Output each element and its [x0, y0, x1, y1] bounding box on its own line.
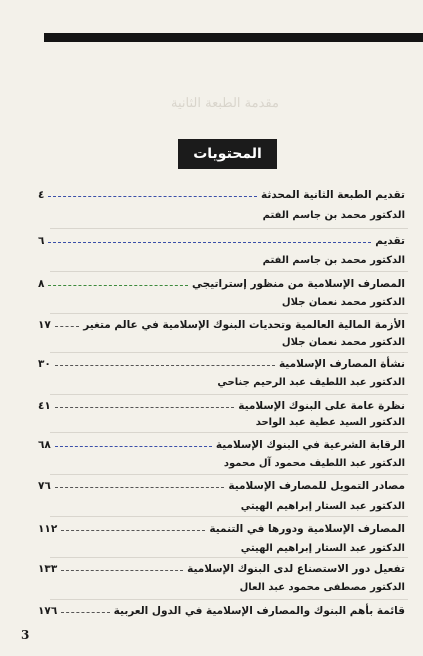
show-through-heading: مقدمة الطبعة الثانية [171, 96, 279, 111]
toc-leader [61, 530, 205, 531]
separator [50, 394, 408, 395]
separator [50, 352, 408, 353]
toc-entry-author: الدكتور عبد اللطيف عبد الرحيم جناحي [217, 376, 405, 388]
toc-entry-author: الدكتور عبد اللطيف محمود آل محمود [223, 457, 405, 469]
toc-entry-text: المصارف الإسلامية من منظور إستراتيجي [192, 278, 405, 290]
toc-page-number: ٨ [38, 278, 45, 290]
toc-entry-title [38, 477, 405, 495]
toc-leader [55, 446, 212, 447]
toc-entry-text: تقديم [375, 235, 405, 247]
toc-entry-text: مصادر التمويل للمصارف الإسلامية [228, 480, 405, 492]
separator [50, 271, 408, 272]
page-title-text: المحتويات [193, 146, 262, 162]
toc-entry-text: تقديم الطبعة الثانية المحدثة [261, 189, 405, 201]
toc-entry-title [38, 397, 405, 415]
toc-entry-author: الدكتور عبد الستار إبراهيم الهيتي [240, 500, 405, 512]
separator [50, 599, 408, 600]
page-number: 3 [21, 628, 30, 642]
toc-page-number: ١٧٦ [38, 605, 58, 617]
toc-entry-text: الأزمة المالية العالمية وتحديات البنوك الإسلامية في عالم متغير [83, 319, 405, 331]
separator [50, 557, 408, 558]
toc-entry-text: نشأة المصارف الإسلامية [278, 358, 405, 370]
toc-entry-title [38, 560, 405, 578]
toc-entry-text: نظرة عامة على البنوك الإسلامية [238, 400, 405, 412]
toc-page-number: ٤ [38, 189, 45, 201]
toc-entry-author: الدكتور محمد بن جاسم الفتم [262, 254, 405, 266]
toc-entry-title [38, 316, 405, 334]
toc-page-number: ٤١ [38, 400, 51, 412]
toc-entry-text: قائمة بأهم البنوك والمصارف الإسلامية في الدول العربية [113, 605, 405, 617]
toc-entry-author: الدكتور السيد عطية عبد الواحد [255, 416, 405, 428]
separator [50, 432, 408, 433]
toc-leader [55, 487, 225, 488]
toc-entry-title [38, 186, 405, 204]
toc-page-number: ٦٨ [38, 439, 51, 451]
toc-leader [55, 365, 275, 366]
toc-page-number: ١٣٣ [38, 563, 58, 575]
toc-entry-title [38, 355, 405, 373]
toc-entry-author: الدكتور محمد بن جاسم الفتم [262, 209, 405, 221]
toc-entry-title [38, 520, 405, 538]
toc-entry-author: الدكتور محمد نعمان جلال [281, 336, 405, 348]
separator [50, 228, 408, 229]
toc-page-number: ١١٢ [38, 523, 58, 535]
separator [50, 516, 408, 517]
toc-entry-text: الرقابة الشرعية في البنوك الإسلامية [215, 439, 405, 451]
separator [50, 474, 408, 475]
toc-entry-title [38, 275, 405, 293]
separator [50, 313, 408, 314]
toc-leader [61, 612, 109, 613]
toc-page-number: ٦ [38, 235, 45, 247]
toc-entry-title [38, 602, 405, 620]
toc-entry-author: الدكتور مصطفى محمود عبد العال [239, 581, 405, 593]
toc-leader [48, 242, 371, 243]
toc-page-number: ٧٦ [38, 480, 51, 492]
toc-page-number: ٣٠ [38, 358, 51, 370]
toc-leader [55, 407, 234, 408]
toc-entry-author: الدكتور محمد نعمان جلال [281, 296, 405, 308]
toc-page-number: ١٧ [38, 319, 51, 331]
toc-entry-text: المصارف الإسلامية ودورها في التنمية [209, 523, 405, 535]
toc-entry-title [38, 436, 405, 454]
toc-leader [48, 285, 188, 286]
toc-leader [55, 326, 79, 327]
toc-entry-text: تفعيل دور الاستصناع لدى البنوك الإسلامية [187, 563, 405, 575]
toc-leader [61, 570, 183, 571]
toc-leader [48, 196, 257, 197]
toc-entry-title [38, 232, 405, 250]
toc-entry-author: الدكتور عبد الستار إبراهيم الهيتي [240, 542, 405, 554]
